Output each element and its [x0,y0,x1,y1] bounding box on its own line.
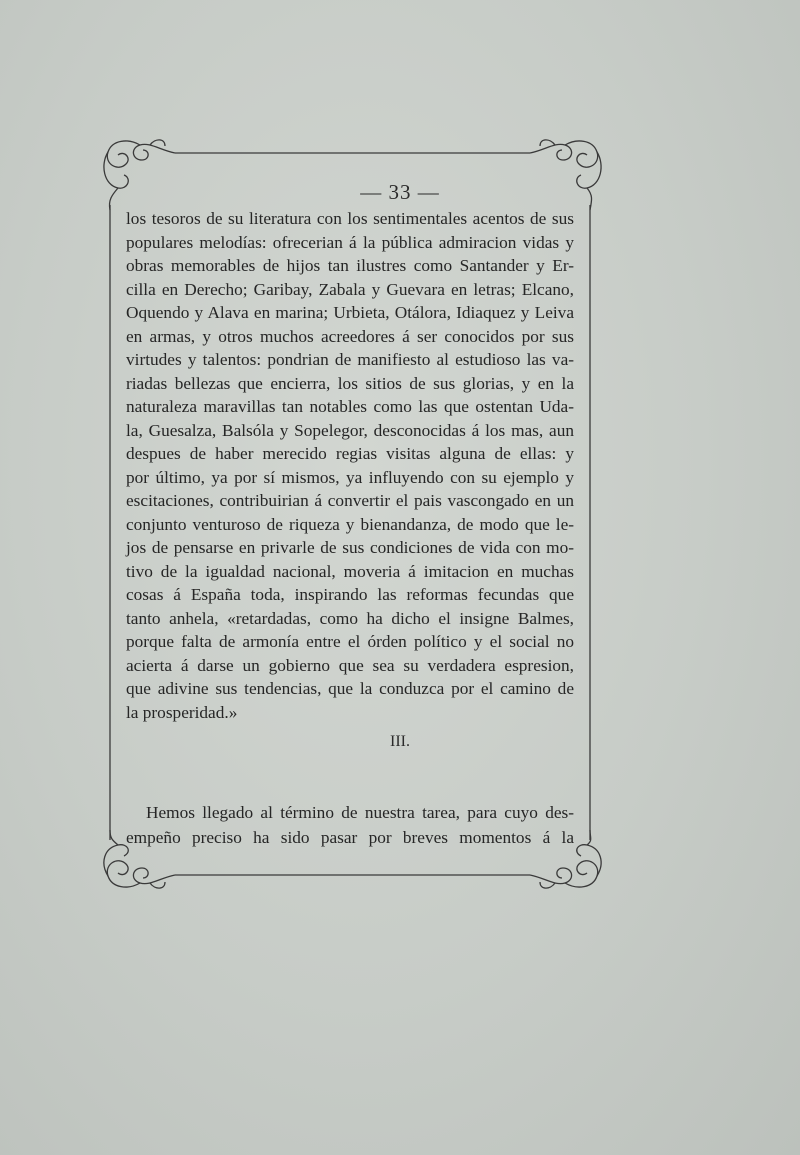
text-line: riadas bellezas que encierra, los sitios de sus glorias, y en la [126,373,574,393]
text-line: naturaleza maravillas tan notables como las que ostentan Uda- [126,397,574,416]
text-line: acierta á darse un gobierno que sea su verdadera espresion, [126,655,574,675]
section-paragraph [126,800,574,850]
text-line: conjunto venturoso de riqueza y bienandanza, de modo que le- [126,514,574,534]
text-line: cilla en Derecho; Garibay, Zabala y Guevara en letras; Elcano, [126,279,574,299]
text-line: los tesoros de su literatura con los sentimentales acentos de sus [126,209,574,228]
text-line: Oquendo y Alava en marina; Urbieta, Otálora, Idiaquez y Leiva [126,303,574,322]
text-line: virtudes y talentos: pondrian de manifiesto al estudioso las va- [126,350,574,369]
text-line: que adivine sus tendencias, que la conduzca por el camino de [126,679,574,698]
text-line: escitaciones, contribuirian á convertir el pais vascongado en un [126,491,574,510]
text-line: obras memorables de hijos tan ilustres como Santander y Er- [126,256,574,275]
text-line: la prosperidad.» [126,702,238,722]
text-line: por último, ya por sí mismos, ya influyendo con su ejemplo y [126,467,574,487]
text-line: populares melodías: ofrecerian á la pública admiracion vidas y [126,232,574,252]
section-heading: III. [390,733,410,750]
page-number: — 33 — [360,180,440,204]
text-line: cosas á España toda, inspirando las reformas fecundas que [126,585,574,604]
text-line: jos de pensarse en privarle de sus condiciones de vida con mo- [126,538,574,557]
text-line: porque falta de armonía entre el órden político y el social no [126,632,574,651]
body-paragraph [126,207,574,724]
text-line: la, Guesalza, Balsóla y Sopelegor, desconocidas á los mas, aun [126,420,574,440]
text-line: despues de haber merecido regias visitas alguna de ellas: y [126,444,574,463]
text-line: tivo de la igualdad nacional, moveria á imitacion en muchas [126,561,574,581]
text-line: Hemos llegado al término de nuestra tarea, para cuyo des- [146,803,574,822]
text-line: empeño preciso ha sido pasar por breves momentos á la [126,828,574,847]
text-line: en armas, y otros muchos acreedores á ser conocidos por sus [126,326,574,346]
text-line: tanto anhela, «retardadas, como ha dicho el insigne Balmes, [126,608,574,628]
